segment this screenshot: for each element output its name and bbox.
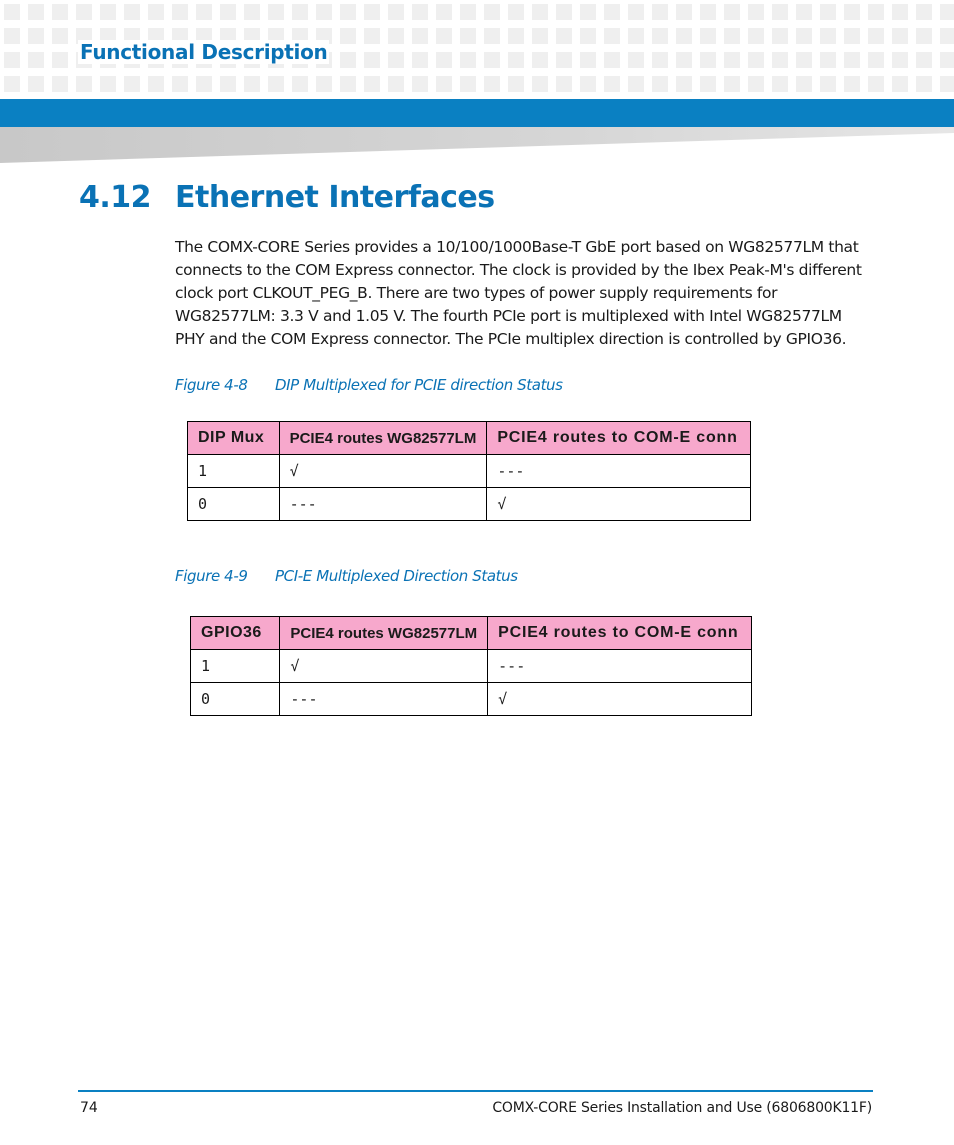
table-cell: --- xyxy=(280,683,488,716)
table-cell: 1 xyxy=(188,455,280,488)
table-row xyxy=(191,683,752,716)
table-cell: √ xyxy=(488,683,752,716)
table-cell: --- xyxy=(487,455,751,488)
table-header-cell: PCIE4 routes WG82577LM xyxy=(279,422,487,455)
table-header-cell: PCIE4 routes to COM-E conn xyxy=(487,422,751,455)
table-cell: √ xyxy=(279,455,487,488)
body-paragraph: The COMX-CORE Series provides a 10/100/1000Base-T GbE port based on WG82577LM that connects to the COM Express connector. The clock is provided by the Ibex Peak-M's different clock port CLKOUT_PEG_B. There are two types of power supply requirements for WG82577LM: 3.3 V and 1.05 V. The fourth PCIe port is multiplexed with Intel WG82577LM PHY and the COM Express connector. The PCIe multiplex direction is controlled by GPIO36. xyxy=(175,238,862,348)
table-cell: --- xyxy=(279,488,487,521)
chapter-title-text: Ethernet Interfaces xyxy=(175,180,495,215)
header-gray-wedge xyxy=(0,127,954,163)
table-header-row xyxy=(188,422,751,455)
dip-mux-table xyxy=(187,421,751,521)
table-cell: √ xyxy=(487,488,751,521)
header-blue-bar xyxy=(0,99,954,127)
footer-document-title: COMX-CORE Series Installation and Use (6806800K11F) xyxy=(492,1100,872,1116)
table-cell: --- xyxy=(488,650,752,683)
table-header-cell: PCIE4 routes WG82577LM xyxy=(280,617,488,650)
figure-caption xyxy=(175,376,563,394)
table-row xyxy=(191,650,752,683)
table-header-cell: GPIO36 xyxy=(191,617,280,650)
table-header-cell: PCIE4 routes to COM-E conn xyxy=(488,617,752,650)
section-header: Functional Description xyxy=(80,40,328,64)
table-cell: 0 xyxy=(188,488,280,521)
table-header-cell: DIP Mux xyxy=(188,422,280,455)
table-row xyxy=(188,488,751,521)
page-number: 74 xyxy=(80,1100,98,1116)
footer-rule xyxy=(78,1090,873,1092)
figure-caption-text: DIP Multiplexed for PCIE direction Status xyxy=(275,376,563,394)
figure-number: Figure 4-8 xyxy=(175,376,248,394)
chapter-title xyxy=(79,180,495,215)
figure-caption xyxy=(175,567,518,585)
table-row xyxy=(188,455,751,488)
table-cell: √ xyxy=(280,650,488,683)
table-cell: 0 xyxy=(191,683,280,716)
table-header-row xyxy=(191,617,752,650)
figure-caption-text: PCI-E Multiplexed Direction Status xyxy=(275,567,518,585)
chapter-number: 4.12 xyxy=(79,180,152,215)
table-cell: 1 xyxy=(191,650,280,683)
figure-number: Figure 4-9 xyxy=(175,567,248,585)
gpio36-table xyxy=(190,616,752,716)
